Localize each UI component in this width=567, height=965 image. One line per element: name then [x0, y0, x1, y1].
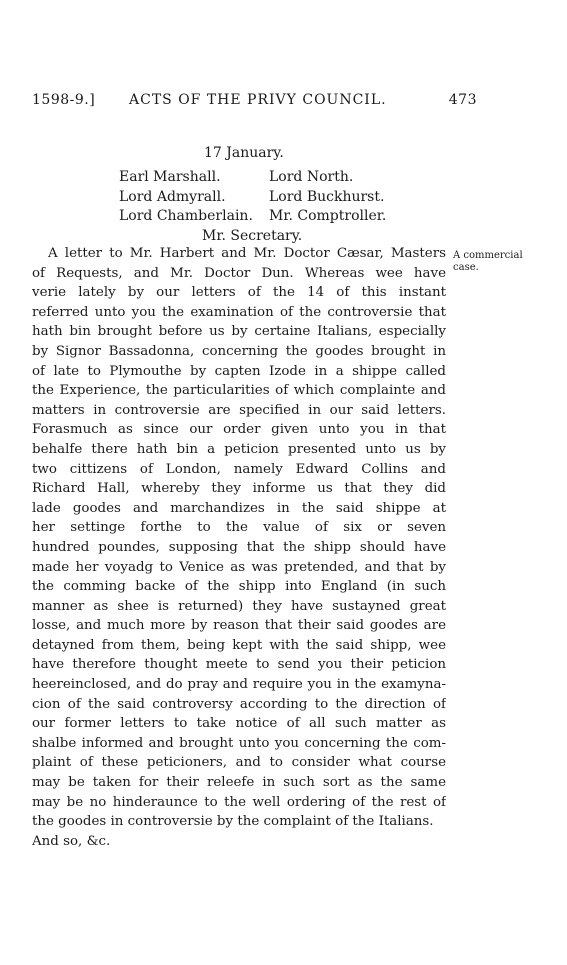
body-line: our former letters to take notice of all such matter as	[32, 716, 446, 732]
header-year: 1598-9.]	[32, 92, 96, 108]
attendee: Lord Chamberlain.	[119, 208, 253, 224]
body-line: cion of the said controversy according to the direction of	[32, 696, 446, 712]
body-line: her settinge forthe to the value of six or seven	[32, 520, 446, 536]
body-line: Forasmuch as since our order given unto you in that	[32, 422, 446, 438]
attendee: Lord Admyrall.	[119, 189, 226, 205]
running-header	[32, 92, 477, 114]
body-line: the comming backe of the shipp into England (in such	[32, 579, 446, 595]
body-line: losse, and much more by reason that their said goodes are	[32, 618, 446, 634]
body-line: of late to Plymouthe by capten Izode in a shippe called	[32, 363, 446, 379]
attendee: Earl Marshall.	[119, 169, 221, 185]
body-line: plaint of these peticioners, and to consider what course	[32, 755, 446, 771]
attendee: Mr. Comptroller.	[269, 208, 387, 224]
body-line: matters in controversie are specified in our said letters.	[32, 402, 446, 418]
body-line: manner as shee is returned) they have sustayned great	[32, 598, 446, 614]
body-line: heereinclosed, and do pray and require you in the examyna-	[32, 677, 446, 693]
margin-note: A commercial case.	[453, 250, 523, 273]
body-line: behalfe there hath bin a peticion presented unto us by	[32, 441, 446, 457]
page-number: 473	[448, 92, 477, 108]
body-line: the Experience, the particularities of which complainte and	[32, 383, 446, 399]
body-line: hath bin brought before us by certaine Italians, especially	[32, 324, 446, 340]
body-line: Richard Hall, whereby they informe us that they did	[32, 481, 446, 497]
body-line: may be taken for their releefe in such sort as the same	[32, 775, 446, 791]
body-line: made her voyadg to Venice as was pretended, and that by	[32, 559, 446, 575]
body-line: by Signor Bassadonna, concerning the goodes brought in	[32, 343, 446, 359]
attendee: Lord Buckhurst.	[269, 189, 385, 205]
body-line: lade goodes and marchandizes in the said shippe at	[32, 500, 446, 516]
entry-body	[32, 244, 446, 851]
attendee: Lord North.	[269, 169, 354, 185]
attendee: Mr. Secretary.	[202, 228, 303, 244]
body-line: the goodes in controversie by the complaint of the Italians.	[32, 814, 434, 830]
body-line: shalbe informed and brought unto you concerning the com-	[32, 735, 446, 751]
body-line: verie lately by our letters of the 14 of this instant	[32, 285, 446, 301]
body-line: two cittizens of London, namely Edward Collins and	[32, 461, 446, 477]
body-line: may be no hinderaunce to the well ordering of the rest of	[32, 794, 446, 810]
body-line: have therefore thought meete to send you their peticion	[32, 657, 446, 673]
body-line: hundred poundes, supposing that the shipp should have	[32, 539, 446, 555]
body-line: A letter to Mr. Harbert and Mr. Doctor Cæsar, Masters	[48, 246, 446, 261]
body-line: referred unto you the examination of the controversie that	[32, 304, 446, 320]
body-line: detayned from them, being kept with the said shipp, wee	[32, 637, 446, 653]
header-title: ACTS OF THE PRIVY COUNCIL.	[129, 92, 387, 108]
meeting-date: 17 January.	[204, 145, 284, 161]
body-line: of Requests, and Mr. Doctor Dun. Whereas wee have	[32, 265, 446, 281]
body-line: And so, &c.	[32, 833, 111, 849]
